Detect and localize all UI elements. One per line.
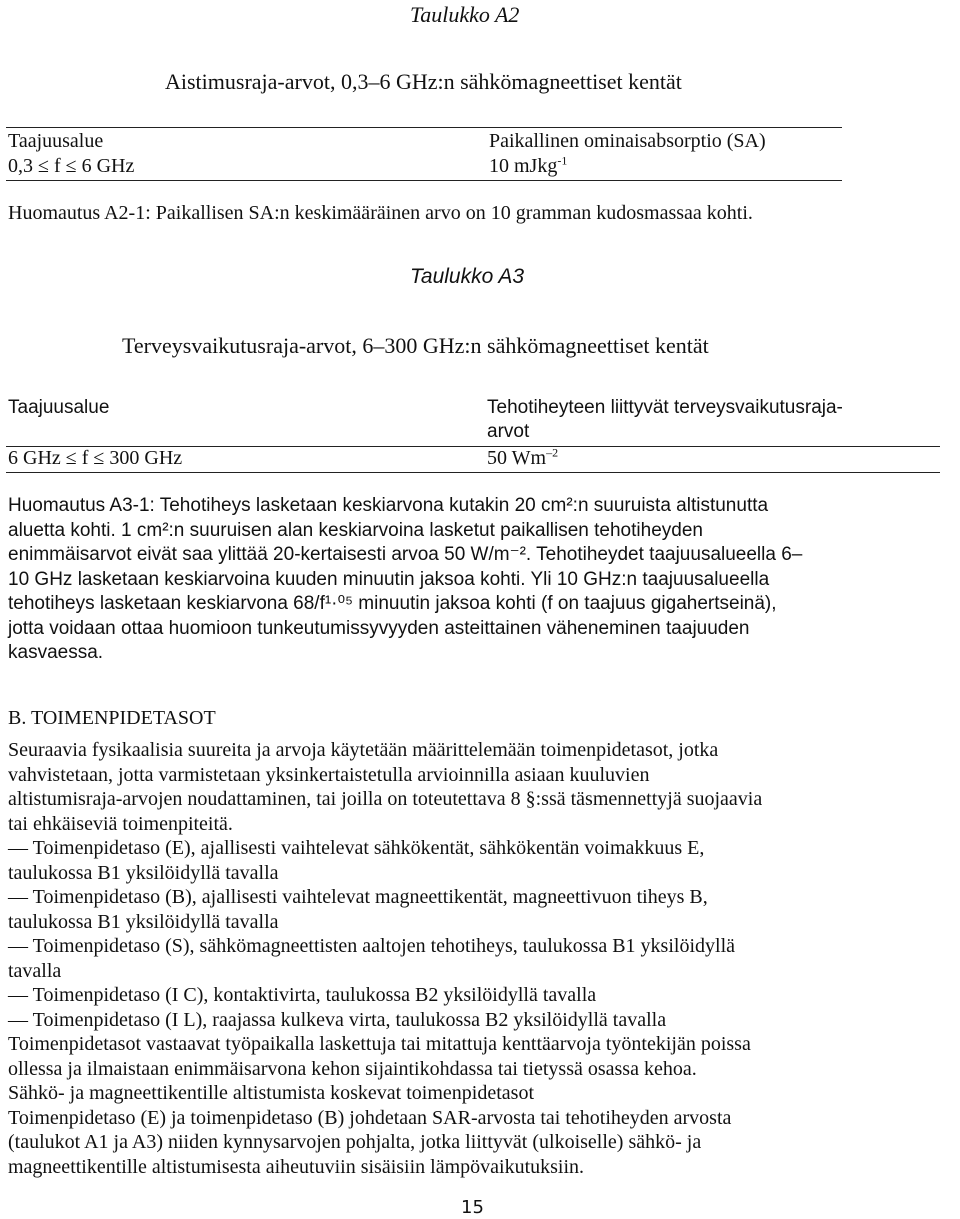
note-line: tehotiheys lasketaan keskiarvona 68/f¹·⁰⁵ minuutin jaksoa kohti (f on taajuus gigahertseinä), xyxy=(8,593,777,614)
table-a2-row-frequency: 0,3 ≤ f ≤ 6 GHz xyxy=(8,155,135,177)
table-a2-caption: Taulukko A2 xyxy=(410,2,520,27)
body-line: Seuraavia fysikaalisia suureita ja arvoja käytetään määrittelemään toimenpidetasot, jotka xyxy=(8,739,719,761)
body-line: ollessa ja ilmaistaan enimmäisarvona kehon sijaintikohdassa tai tietyssä osassa kehoa. xyxy=(8,1057,697,1080)
table-a2-bottom-rule xyxy=(6,180,842,181)
table-a3-header-power-line2: arvot xyxy=(487,421,530,442)
note-line: jotta voidaan ottaa huomioon tunkeutumissyvyyden asteittainen väheneminen taajuuden xyxy=(8,617,750,639)
body-line: Toimenpidetasot vastaavat työpaikalla laskettuja tai mitattuja kenttäarvoja työntekijän poissa xyxy=(8,1033,751,1055)
table-a2-row-value: 10 mJkg$^{-1}$ xyxy=(489,153,568,177)
table-a3-row-value: 50 $Wm^{-2}$ xyxy=(487,445,559,469)
section-b-body xyxy=(8,738,762,1179)
table-a2-title: Aistimusraja-arvot, 0,3–6 GHz:n sähkömagneettiset kentät xyxy=(165,69,682,94)
note-line: 10 GHz lasketaan keskiarvoina kuuden minuutin jaksoa kohti. Yli 10 GHz:n taajuusalueella xyxy=(8,568,770,590)
note-line: aluetta kohti. 1 cm²:n suuruisen alan keskiarvoina lasketut paikallisen tehotiheyden xyxy=(8,519,703,541)
body-line: — Toimenpidetaso (S), sähkömagneettisten aaltojen tehotiheys, taulukossa B1 yksilöidyllä xyxy=(8,935,736,957)
body-line: magneettikentille altistumisesta aiheutuviin sisäisiin lämpövaikutuksiin. xyxy=(8,1155,585,1178)
body-line: taulukossa B1 yksilöidyllä tavalla xyxy=(8,861,279,884)
table-a3-note xyxy=(8,494,802,666)
body-line: tavalla xyxy=(8,959,62,982)
body-line: — Toimenpidetaso (E), ajallisesti vaihtelevat sähkökentät, sähkökentän voimakkuus E, xyxy=(8,837,705,859)
table-a3-bottom-rule xyxy=(6,472,940,473)
body-line: tai ehkäiseviä toimenpiteitä. xyxy=(8,812,233,835)
table-a2-header-sa: Paikallinen ominaisabsorptio (SA) xyxy=(489,130,766,152)
note-line: kasvaessa. xyxy=(8,642,104,663)
table-a2-top-rule xyxy=(6,127,842,128)
body-line: vahvistetaan, jotta varmistetaan yksinkertaistetulla arvioinnilla asiaan kuuluvien xyxy=(8,763,650,786)
table-a2-header-frequency: Taajuusalue xyxy=(8,130,104,152)
body-line: (taulukot A1 ja A3) niiden kynnysarvojen pohjalta, jotka liittyvät (ulkoiselle) sähkö- ja xyxy=(8,1131,702,1153)
body-line: Toimenpidetaso (E) ja toimenpidetaso (B) johdetaan SAR-arvosta tai tehotiheyden arvosta xyxy=(8,1106,732,1129)
table-a3-header-frequency: Taajuusalue xyxy=(8,397,110,418)
note-line: Huomautus A3-1: Tehotiheys lasketaan keskiarvona kutakin 20 cm²:n suuruista altistunutta xyxy=(8,495,769,516)
page-number: 15 xyxy=(461,1197,484,1218)
table-a3-caption: Taulukko A3 xyxy=(410,265,525,288)
body-line: — Toimenpidetaso (B), ajallisesti vaihtelevat magneettikentät, magneettivuon tiheys B, xyxy=(8,886,708,908)
body-line: taulukossa B1 yksilöidyllä tavalla xyxy=(8,910,279,933)
body-line: Sähkö- ja magneettikentille altistumista koskevat toimenpidetasot xyxy=(8,1082,534,1104)
body-line: — Toimenpidetaso (I L), raajassa kulkeva virta, taulukossa B2 yksilöidyllä tavalla xyxy=(8,1008,667,1031)
table-a3-row-frequency: 6 GHz ≤ f ≤ 300 GHz xyxy=(8,447,183,469)
table-a3-title: Terveysvaikutusraja-arvot, 6–300 GHz:n sähkömagneettiset kentät xyxy=(122,333,709,358)
table-a2-note: Huomautus A2-1: Paikallisen SA:n keskimääräinen arvo on 10 gramman kudosmassaa kohti. xyxy=(8,202,753,224)
table-a3-header-power-line1: Tehotiheyteen liittyvät terveysvaikutusraja- xyxy=(487,397,843,418)
note-line: enimmäisarvot eivät saa ylittää 20-kertaisesti arvoa 50 W/m⁻². Tehotiheydet taajuusalueella 6– xyxy=(8,544,803,565)
body-line: — Toimenpidetaso (I C), kontaktivirta, taulukossa B2 yksilöidyllä tavalla xyxy=(8,984,597,1006)
section-b-heading: B. TOIMENPIDETASOT xyxy=(8,707,216,729)
body-line: altistumisraja-arvojen noudattaminen, tai joilla on toteutettava 8 §:ssä täsmennettyjä suojaavia xyxy=(8,788,763,810)
